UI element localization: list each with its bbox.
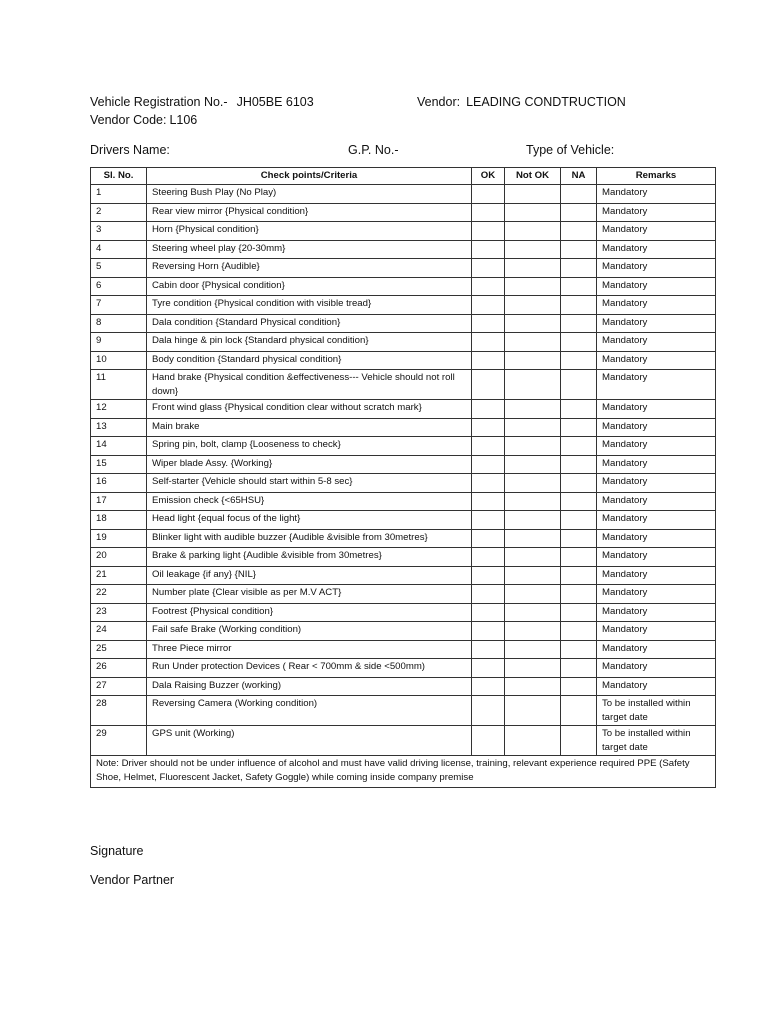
row-sl-no: 22 [91, 585, 147, 604]
gp-no-label: G.P. No.- [348, 143, 399, 157]
row-remarks: Mandatory [597, 492, 716, 511]
row-remarks: Mandatory [597, 314, 716, 333]
row-ok-cell[interactable] [472, 437, 505, 456]
row-ok-cell[interactable] [472, 696, 505, 726]
row-criteria: Oil leakage {if any} {NIL} [147, 566, 472, 585]
row-na-cell[interactable] [561, 296, 597, 315]
row-na-cell[interactable] [561, 677, 597, 696]
vendor-code-value: L106 [169, 113, 198, 127]
row-remarks: Mandatory [597, 603, 716, 622]
row-not-ok-cell[interactable] [505, 370, 561, 400]
row-sl-no: 10 [91, 351, 147, 370]
row-not-ok-cell[interactable] [505, 585, 561, 604]
row-remarks: Mandatory [597, 370, 716, 400]
row-sl-no: 23 [91, 603, 147, 622]
row-sl-no: 5 [91, 259, 147, 278]
row-sl-no: 18 [91, 511, 147, 530]
row-criteria: Head light {equal focus of the light} [147, 511, 472, 530]
row-sl-no: 15 [91, 455, 147, 474]
row-criteria: Wiper blade Assy. {Working} [147, 455, 472, 474]
table-row [91, 259, 716, 278]
row-ok-cell[interactable] [472, 603, 505, 622]
row-sl-no: 7 [91, 296, 147, 315]
row-na-cell[interactable] [561, 203, 597, 222]
table-row [91, 677, 716, 696]
vehicle-registration-value: JH05BE 6103 [236, 95, 314, 109]
row-na-cell[interactable] [561, 622, 597, 641]
row-not-ok-cell[interactable] [505, 622, 561, 641]
checklist-table [90, 167, 716, 788]
row-not-ok-cell[interactable] [505, 474, 561, 493]
row-ok-cell[interactable] [472, 222, 505, 241]
row-remarks: Mandatory [597, 677, 716, 696]
row-ok-cell[interactable] [472, 677, 505, 696]
row-remarks: Mandatory [597, 640, 716, 659]
drivers-name-label: Drivers Name: [90, 143, 170, 157]
row-remarks: Mandatory [597, 203, 716, 222]
row-remarks: Mandatory [597, 455, 716, 474]
vendor [417, 94, 626, 110]
row-sl-no: 21 [91, 566, 147, 585]
row-not-ok-cell[interactable] [505, 548, 561, 567]
row-criteria: Hand brake {Physical condition &effectiveness--- Vehicle should not roll down} [147, 370, 472, 400]
row-remarks: To be installed within target date [597, 696, 716, 726]
note-text: Note: Driver should not be under influence of alcohol and must have valid driving license, training, relevant experience required PPE (Safety Shoe, Helmet, Fluorescent Jacket, Safety Goggle) while coming inside company premise [91, 756, 716, 788]
row-na-cell[interactable] [561, 418, 597, 437]
vehicle-type-label: Type of Vehicle: [526, 143, 615, 157]
row-sl-no: 6 [91, 277, 147, 296]
vendor-value: LEADING CONDTRUCTION [466, 95, 626, 109]
row-sl-no: 11 [91, 370, 147, 400]
table-header-row [91, 168, 716, 185]
row-not-ok-cell[interactable] [505, 492, 561, 511]
vendor-code-label: Vendor Code: [90, 113, 167, 127]
column-header-ok: OK [472, 168, 505, 185]
row-remarks: Mandatory [597, 622, 716, 641]
row-ok-cell[interactable] [472, 585, 505, 604]
row-na-cell[interactable] [561, 585, 597, 604]
row-ok-cell[interactable] [472, 659, 505, 678]
table-row [91, 696, 716, 726]
table-row [91, 185, 716, 204]
row-na-cell[interactable] [561, 640, 597, 659]
table-row [91, 400, 716, 419]
row-criteria: Self-starter {Vehicle should start within 5-8 sec} [147, 474, 472, 493]
row-not-ok-cell[interactable] [505, 240, 561, 259]
row-ok-cell[interactable] [472, 455, 505, 474]
table-row [91, 726, 716, 756]
row-criteria: Footrest {Physical condition} [147, 603, 472, 622]
table-row [91, 566, 716, 585]
row-na-cell[interactable] [561, 511, 597, 530]
table-row [91, 492, 716, 511]
row-criteria: Brake & parking light {Audible &visible from 30metres} [147, 548, 472, 567]
row-na-cell[interactable] [561, 474, 597, 493]
row-remarks: Mandatory [597, 585, 716, 604]
note-row [91, 756, 716, 788]
row-na-cell[interactable] [561, 726, 597, 756]
row-not-ok-cell[interactable] [505, 259, 561, 278]
row-na-cell[interactable] [561, 240, 597, 259]
row-criteria: Reversing Horn {Audible} [147, 259, 472, 278]
row-criteria: Main brake [147, 418, 472, 437]
row-not-ok-cell[interactable] [505, 351, 561, 370]
row-sl-no: 1 [91, 185, 147, 204]
row-not-ok-cell[interactable] [505, 203, 561, 222]
row-ok-cell[interactable] [472, 370, 505, 400]
row-criteria: Dala hinge & pin lock {Standard physical condition} [147, 333, 472, 352]
table-row [91, 370, 716, 400]
row-ok-cell[interactable] [472, 566, 505, 585]
row-remarks: Mandatory [597, 333, 716, 352]
row-criteria: Number plate {Clear visible as per M.V ACT} [147, 585, 472, 604]
row-criteria: Reversing Camera (Working condition) [147, 696, 472, 726]
row-na-cell[interactable] [561, 400, 597, 419]
row-sl-no: 13 [91, 418, 147, 437]
row-not-ok-cell[interactable] [505, 677, 561, 696]
table-row [91, 351, 716, 370]
row-sl-no: 9 [91, 333, 147, 352]
table-row [91, 640, 716, 659]
row-ok-cell[interactable] [472, 351, 505, 370]
column-header-na: NA [561, 168, 597, 185]
table-row [91, 437, 716, 456]
row-ok-cell[interactable] [472, 529, 505, 548]
row-not-ok-cell[interactable] [505, 437, 561, 456]
vendor-label: Vendor: [417, 95, 461, 109]
table-row [91, 474, 716, 493]
row-remarks: Mandatory [597, 474, 716, 493]
vendor-code [90, 112, 197, 128]
row-criteria: Dala Raising Buzzer (working) [147, 677, 472, 696]
row-not-ok-cell[interactable] [505, 603, 561, 622]
row-remarks: Mandatory [597, 548, 716, 567]
table-row [91, 455, 716, 474]
table-body [91, 185, 716, 756]
row-not-ok-cell[interactable] [505, 696, 561, 726]
row-sl-no: 20 [91, 548, 147, 567]
row-na-cell[interactable] [561, 222, 597, 241]
table-row [91, 622, 716, 641]
row-sl-no: 4 [91, 240, 147, 259]
row-not-ok-cell[interactable] [505, 296, 561, 315]
row-ok-cell[interactable] [472, 185, 505, 204]
row-criteria: Run Under protection Devices ( Rear < 700mm & side <500mm) [147, 659, 472, 678]
row-ok-cell[interactable] [472, 296, 505, 315]
row-criteria: Spring pin, bolt, clamp {Looseness to check} [147, 437, 472, 456]
row-ok-cell[interactable] [472, 333, 505, 352]
table-row [91, 277, 716, 296]
row-not-ok-cell[interactable] [505, 529, 561, 548]
row-criteria: Cabin door {Physical condition} [147, 277, 472, 296]
row-na-cell[interactable] [561, 333, 597, 352]
vendor-partner-label: Vendor Partner [90, 873, 175, 887]
vehicle-registration [90, 94, 314, 110]
row-criteria: Horn {Physical condition} [147, 222, 472, 241]
table-row [91, 548, 716, 567]
row-criteria: Tyre condition {Physical condition with visible tread} [147, 296, 472, 315]
row-remarks: Mandatory [597, 222, 716, 241]
row-ok-cell[interactable] [472, 726, 505, 756]
row-not-ok-cell[interactable] [505, 418, 561, 437]
row-ok-cell[interactable] [472, 314, 505, 333]
row-remarks: Mandatory [597, 418, 716, 437]
row-not-ok-cell[interactable] [505, 659, 561, 678]
row-remarks: Mandatory [597, 240, 716, 259]
row-remarks: Mandatory [597, 437, 716, 456]
row-ok-cell[interactable] [472, 418, 505, 437]
vehicle-registration-label: Vehicle Registration No.- [90, 95, 228, 109]
row-sl-no: 3 [91, 222, 147, 241]
row-na-cell[interactable] [561, 370, 597, 400]
row-ok-cell[interactable] [472, 277, 505, 296]
row-na-cell[interactable] [561, 455, 597, 474]
row-sl-no: 8 [91, 314, 147, 333]
row-remarks: Mandatory [597, 259, 716, 278]
row-na-cell[interactable] [561, 185, 597, 204]
row-remarks: Mandatory [597, 351, 716, 370]
signature-label: Signature [90, 844, 144, 858]
row-criteria: Blinker light with audible buzzer {Audible &visible from 30metres} [147, 529, 472, 548]
row-sl-no: 28 [91, 696, 147, 726]
row-remarks: Mandatory [597, 400, 716, 419]
row-na-cell[interactable] [561, 529, 597, 548]
row-ok-cell[interactable] [472, 622, 505, 641]
row-criteria: Fail safe Brake (Working condition) [147, 622, 472, 641]
table-row [91, 659, 716, 678]
row-not-ok-cell[interactable] [505, 726, 561, 756]
row-remarks: Mandatory [597, 277, 716, 296]
row-criteria: GPS unit (Working) [147, 726, 472, 756]
row-criteria: Steering Bush Play (No Play) [147, 185, 472, 204]
table-row [91, 603, 716, 622]
row-ok-cell[interactable] [472, 400, 505, 419]
row-criteria: Rear view mirror {Physical condition} [147, 203, 472, 222]
table-row [91, 296, 716, 315]
column-header-remarks: Remarks [597, 168, 716, 185]
row-sl-no: 2 [91, 203, 147, 222]
row-criteria: Three Piece mirror [147, 640, 472, 659]
row-sl-no: 19 [91, 529, 147, 548]
row-not-ok-cell[interactable] [505, 277, 561, 296]
table-row [91, 222, 716, 241]
row-ok-cell[interactable] [472, 240, 505, 259]
row-not-ok-cell[interactable] [505, 455, 561, 474]
table-row [91, 529, 716, 548]
table-row [91, 203, 716, 222]
row-sl-no: 24 [91, 622, 147, 641]
row-remarks: To be installed within target date [597, 726, 716, 756]
column-header-not-ok: Not OK [505, 168, 561, 185]
row-not-ok-cell[interactable] [505, 185, 561, 204]
row-sl-no: 25 [91, 640, 147, 659]
table-row [91, 511, 716, 530]
row-criteria: Emission check {<65HSU} [147, 492, 472, 511]
row-not-ok-cell[interactable] [505, 333, 561, 352]
row-sl-no: 26 [91, 659, 147, 678]
row-not-ok-cell[interactable] [505, 400, 561, 419]
row-na-cell[interactable] [561, 696, 597, 726]
row-criteria: Dala condition {Standard Physical condition} [147, 314, 472, 333]
row-ok-cell[interactable] [472, 640, 505, 659]
row-sl-no: 12 [91, 400, 147, 419]
row-remarks: Mandatory [597, 511, 716, 530]
row-ok-cell[interactable] [472, 474, 505, 493]
row-sl-no: 14 [91, 437, 147, 456]
row-ok-cell[interactable] [472, 511, 505, 530]
row-na-cell[interactable] [561, 659, 597, 678]
row-ok-cell[interactable] [472, 548, 505, 567]
row-na-cell[interactable] [561, 277, 597, 296]
table-row [91, 418, 716, 437]
row-not-ok-cell[interactable] [505, 566, 561, 585]
row-not-ok-cell[interactable] [505, 314, 561, 333]
column-header-criteria: Check points/Criteria [147, 168, 472, 185]
row-sl-no: 16 [91, 474, 147, 493]
row-not-ok-cell[interactable] [505, 640, 561, 659]
row-remarks: Mandatory [597, 566, 716, 585]
row-sl-no: 17 [91, 492, 147, 511]
row-na-cell[interactable] [561, 351, 597, 370]
row-remarks: Mandatory [597, 659, 716, 678]
row-sl-no: 27 [91, 677, 147, 696]
row-na-cell[interactable] [561, 437, 597, 456]
row-criteria: Front wind glass {Physical condition clear without scratch mark} [147, 400, 472, 419]
row-sl-no: 29 [91, 726, 147, 756]
row-criteria: Steering wheel play {20-30mm} [147, 240, 472, 259]
row-not-ok-cell[interactable] [505, 222, 561, 241]
row-na-cell[interactable] [561, 548, 597, 567]
row-remarks: Mandatory [597, 529, 716, 548]
row-ok-cell[interactable] [472, 203, 505, 222]
row-ok-cell[interactable] [472, 492, 505, 511]
row-na-cell[interactable] [561, 259, 597, 278]
row-na-cell[interactable] [561, 566, 597, 585]
table-row [91, 585, 716, 604]
row-na-cell[interactable] [561, 314, 597, 333]
row-ok-cell[interactable] [472, 259, 505, 278]
table-row [91, 314, 716, 333]
row-not-ok-cell[interactable] [505, 511, 561, 530]
table-row [91, 240, 716, 259]
row-na-cell[interactable] [561, 492, 597, 511]
row-na-cell[interactable] [561, 603, 597, 622]
column-header-sl-no: Sl. No. [91, 168, 147, 185]
table-row [91, 333, 716, 352]
row-remarks: Mandatory [597, 296, 716, 315]
row-criteria: Body condition {Standard physical condition} [147, 351, 472, 370]
row-remarks: Mandatory [597, 185, 716, 204]
